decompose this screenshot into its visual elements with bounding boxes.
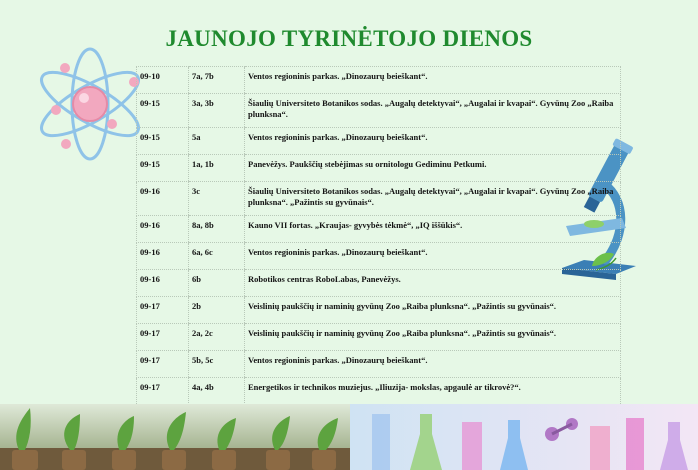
table-row xyxy=(137,243,621,270)
classes-cell: 1a, 1b xyxy=(189,155,245,182)
page-title: JAUNOJO TYRINĖTOJO DIENOS xyxy=(165,26,533,51)
classes-cell: 3c xyxy=(189,182,245,216)
table-row xyxy=(137,351,621,378)
activity-cell: Robotikos centras RoboLabas, Panevėžys. xyxy=(245,270,621,297)
activity-cell: Ventos regioninis parkas. „Dinozaurų beieškant“. xyxy=(245,351,621,378)
classes-cell: 7a, 7b xyxy=(189,67,245,94)
table-row xyxy=(137,67,621,94)
date-cell: 09-15 xyxy=(137,128,189,155)
date-cell: 09-15 xyxy=(137,94,189,128)
date-cell: 09-17 xyxy=(137,297,189,324)
table-row xyxy=(137,128,621,155)
table-row xyxy=(137,324,621,351)
classes-cell: 5b, 5c xyxy=(189,351,245,378)
date-cell: 09-15 xyxy=(137,155,189,182)
classes-cell: 8a, 8b xyxy=(189,216,245,243)
classes-cell: 6b xyxy=(189,270,245,297)
lab-plants-photo xyxy=(0,404,698,470)
date-cell: 09-16 xyxy=(137,270,189,297)
table-row xyxy=(137,155,621,182)
date-cell: 09-10 xyxy=(137,67,189,94)
activity-cell: Šiaulių Universiteto Botanikos sodas. „Augalų detektyvai“, „Augalai ir kvapai“. Gyvūnų Zoo „Raiba plunksna“. „Pažintis su gyvūnais“. xyxy=(245,182,621,216)
activity-cell: Šiaulių Universiteto Botanikos sodas. „Augalų detektyvai“, „Augalai ir kvapai“. Gyvūnų Zoo „Raiba plunksna“. xyxy=(245,94,621,128)
date-cell: 09-17 xyxy=(137,378,189,412)
activity-cell: Ventos regioninis parkas. „Dinozaurų beieškant“. xyxy=(245,67,621,94)
date-cell: 09-17 xyxy=(137,324,189,351)
classes-cell: 2b xyxy=(189,297,245,324)
date-cell: 09-16 xyxy=(137,243,189,270)
atom-icon xyxy=(30,44,150,164)
activity-cell: Veislinių paukščių ir naminių gyvūnų Zoo „Raiba plunksna“. „Pažintis su gyvūnais“. xyxy=(245,297,621,324)
activity-cell: Ventos regioninis parkas. „Dinozaurų beieškant“. xyxy=(245,128,621,155)
activity-cell: Kauno VII fortas. „Kraujas- gyvybės tėkmė“, „IQ iššūkis“. xyxy=(245,216,621,243)
activity-cell: Panevėžys. Paukščių stebėjimas su ornitologu Gediminu Petkumi. xyxy=(245,155,621,182)
date-cell: 09-17 xyxy=(137,351,189,378)
activity-cell: Ventos regioninis parkas. „Dinozaurų beieškant“. xyxy=(245,243,621,270)
table-row xyxy=(137,182,621,216)
table-row xyxy=(137,297,621,324)
table-row xyxy=(137,216,621,243)
activity-cell: Energetikos ir technikos muziejus. „Iliuzija- mokslas, apgaulė ar tikrovė?“. xyxy=(245,378,621,412)
classes-cell: 4a, 4b xyxy=(189,378,245,412)
classes-cell: 2a, 2c xyxy=(189,324,245,351)
activity-cell: Veislinių paukščių ir naminių gyvūnų Zoo „Raiba plunksna“. „Pažintis su gyvūnais“. xyxy=(245,324,621,351)
classes-cell: 6a, 6c xyxy=(189,243,245,270)
date-cell: 09-16 xyxy=(137,216,189,243)
table-row xyxy=(137,94,621,128)
date-cell: 09-16 xyxy=(137,182,189,216)
classes-cell: 3a, 3b xyxy=(189,94,245,128)
table-row xyxy=(137,270,621,297)
schedule-table xyxy=(136,66,621,412)
classes-cell: 5a xyxy=(189,128,245,155)
